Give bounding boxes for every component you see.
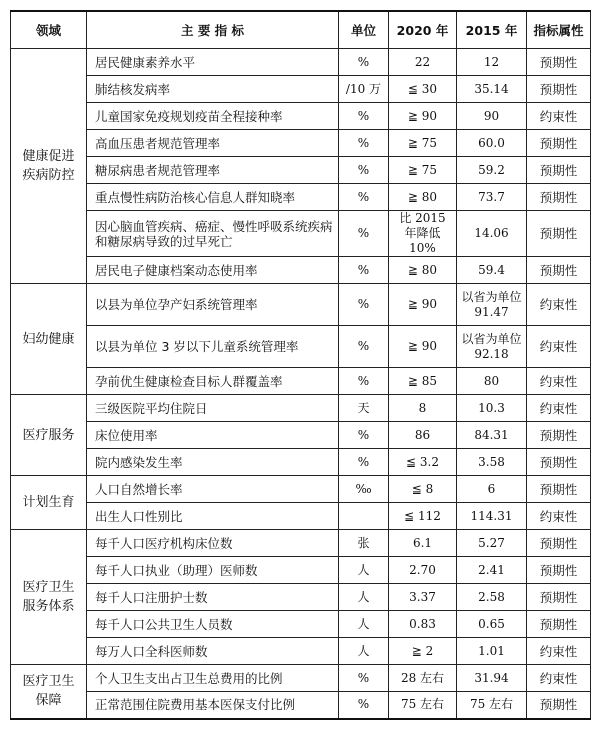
- value-2015-cell: 3.58: [457, 449, 527, 476]
- indicator-cell: 儿童国家免疫规划疫苗全程接种率: [87, 103, 339, 130]
- domain-cell: 医疗服务: [11, 395, 87, 476]
- value-2020-cell: ≧ 80: [389, 257, 457, 284]
- header-row: [11, 11, 591, 49]
- unit-cell: 人: [339, 584, 389, 611]
- value-2020-cell: 比 2015 年降低 10%: [389, 211, 457, 257]
- unit-cell: [339, 503, 389, 530]
- unit-cell: 张: [339, 530, 389, 557]
- attribute-cell: 预期性: [527, 157, 591, 184]
- value-2015-cell: 5.27: [457, 530, 527, 557]
- table-row: [11, 76, 591, 103]
- table-row: [11, 584, 591, 611]
- table-row: [11, 157, 591, 184]
- domain-cell: 妇幼健康: [11, 284, 87, 395]
- table-body: [11, 49, 591, 719]
- table-row: [11, 184, 591, 211]
- attribute-cell: 约束性: [527, 284, 591, 326]
- attribute-cell: 预期性: [527, 557, 591, 584]
- indicator-cell: 重点慢性病防治核心信息人群知晓率: [87, 184, 339, 211]
- indicator-cell: 因心脑血管疾病、癌症、慢性呼吸系统疾病和糖尿病导致的过早死亡: [87, 211, 339, 257]
- attribute-cell: 预期性: [527, 476, 591, 503]
- indicator-cell: 居民健康素养水平: [87, 49, 339, 76]
- attribute-cell: 约束性: [527, 395, 591, 422]
- value-2020-cell: 8: [389, 395, 457, 422]
- value-2020-cell: 6.1: [389, 530, 457, 557]
- value-2015-cell: 59.2: [457, 157, 527, 184]
- indicator-cell: 居民电子健康档案动态使用率: [87, 257, 339, 284]
- unit-cell: 人: [339, 557, 389, 584]
- value-2015-cell: 90: [457, 103, 527, 130]
- attribute-cell: 约束性: [527, 638, 591, 665]
- table-row: [11, 103, 591, 130]
- indicator-cell: 以县为单位 3 岁以下儿童系统管理率: [87, 326, 339, 368]
- unit-cell: %: [339, 103, 389, 130]
- attribute-cell: 约束性: [527, 503, 591, 530]
- unit-cell: ‰: [339, 476, 389, 503]
- unit-cell: %: [339, 449, 389, 476]
- attribute-cell: 预期性: [527, 184, 591, 211]
- value-2015-cell: 1.01: [457, 638, 527, 665]
- value-2020-cell: ≧ 75: [389, 130, 457, 157]
- indicator-cell: 以县为单位孕产妇系统管理率: [87, 284, 339, 326]
- indicator-cell: 每万人口全科医师数: [87, 638, 339, 665]
- value-2020-cell: ≧ 90: [389, 103, 457, 130]
- unit-cell: 人: [339, 638, 389, 665]
- value-2020-cell: ≧ 80: [389, 184, 457, 211]
- value-2015-cell: 59.4: [457, 257, 527, 284]
- indicator-cell: 每千人口执业（助理）医师数: [87, 557, 339, 584]
- value-2020-cell: 75 左右: [389, 692, 457, 719]
- value-2020-cell: ≧ 90: [389, 284, 457, 326]
- value-2015-cell: 35.14: [457, 76, 527, 103]
- value-2020-cell: ≦ 3.2: [389, 449, 457, 476]
- table-row: [11, 257, 591, 284]
- value-2015-cell: 以省为单位 92.18: [457, 326, 527, 368]
- unit-cell: %: [339, 184, 389, 211]
- indicator-cell: 每千人口公共卫生人员数: [87, 611, 339, 638]
- table-row: [11, 284, 591, 326]
- health-indicator-table: [10, 10, 591, 720]
- attribute-cell: 预期性: [527, 530, 591, 557]
- value-2015-cell: 31.94: [457, 665, 527, 692]
- attribute-cell: 预期性: [527, 76, 591, 103]
- value-2015-cell: 73.7: [457, 184, 527, 211]
- value-2020-cell: 0.83: [389, 611, 457, 638]
- table-row: [11, 692, 591, 719]
- table-row: [11, 476, 591, 503]
- table-row: [11, 611, 591, 638]
- indicator-table-wrapper: [10, 10, 591, 720]
- value-2015-cell: 75 左右: [457, 692, 527, 719]
- unit-cell: %: [339, 211, 389, 257]
- value-2015-cell: 0.65: [457, 611, 527, 638]
- unit-cell: 天: [339, 395, 389, 422]
- indicator-cell: 糖尿病患者规范管理率: [87, 157, 339, 184]
- indicator-cell: 高血压患者规范管理率: [87, 130, 339, 157]
- unit-cell: /10 万: [339, 76, 389, 103]
- table-row: [11, 211, 591, 257]
- table-row: [11, 530, 591, 557]
- value-2020-cell: 2.70: [389, 557, 457, 584]
- table-row: [11, 130, 591, 157]
- unit-cell: %: [339, 665, 389, 692]
- value-2020-cell: 28 左右: [389, 665, 457, 692]
- unit-cell: %: [339, 692, 389, 719]
- header-2020: 2020 年: [389, 11, 457, 49]
- unit-cell: %: [339, 49, 389, 76]
- domain-cell: 医疗卫生 服务体系: [11, 530, 87, 665]
- attribute-cell: 约束性: [527, 326, 591, 368]
- attribute-cell: 预期性: [527, 49, 591, 76]
- unit-cell: %: [339, 326, 389, 368]
- attribute-cell: 约束性: [527, 368, 591, 395]
- value-2020-cell: 86: [389, 422, 457, 449]
- indicator-cell: 院内感染发生率: [87, 449, 339, 476]
- indicator-cell: 出生人口性别比: [87, 503, 339, 530]
- indicator-cell: 个人卫生支出占卫生总费用的比例: [87, 665, 339, 692]
- attribute-cell: 预期性: [527, 449, 591, 476]
- attribute-cell: 预期性: [527, 692, 591, 719]
- table-row: [11, 638, 591, 665]
- value-2015-cell: 2.41: [457, 557, 527, 584]
- domain-cell: 医疗卫生 保障: [11, 665, 87, 719]
- value-2015-cell: 12: [457, 49, 527, 76]
- header-indicator: 主 要 指 标: [87, 11, 339, 49]
- unit-cell: %: [339, 284, 389, 326]
- value-2015-cell: 2.58: [457, 584, 527, 611]
- value-2015-cell: 80: [457, 368, 527, 395]
- value-2015-cell: 114.31: [457, 503, 527, 530]
- indicator-cell: 肺结核发病率: [87, 76, 339, 103]
- header-unit: 单位: [339, 11, 389, 49]
- unit-cell: %: [339, 368, 389, 395]
- table-row: [11, 422, 591, 449]
- attribute-cell: 预期性: [527, 257, 591, 284]
- attribute-cell: 预期性: [527, 611, 591, 638]
- attribute-cell: 预期性: [527, 211, 591, 257]
- indicator-cell: 每千人口医疗机构床位数: [87, 530, 339, 557]
- attribute-cell: 约束性: [527, 103, 591, 130]
- domain-cell: 健康促进 疾病防控: [11, 49, 87, 284]
- value-2020-cell: ≦ 112: [389, 503, 457, 530]
- value-2015-cell: 10.3: [457, 395, 527, 422]
- value-2015-cell: 以省为单位 91.47: [457, 284, 527, 326]
- header-attribute: 指标属性: [527, 11, 591, 49]
- attribute-cell: 约束性: [527, 665, 591, 692]
- value-2020-cell: 3.37: [389, 584, 457, 611]
- indicator-cell: 床位使用率: [87, 422, 339, 449]
- indicator-cell: 每千人口注册护士数: [87, 584, 339, 611]
- table-row: [11, 368, 591, 395]
- header-domain: 领域: [11, 11, 87, 49]
- unit-cell: %: [339, 130, 389, 157]
- indicator-cell: 人口自然增长率: [87, 476, 339, 503]
- table-row: [11, 449, 591, 476]
- table-row: [11, 49, 591, 76]
- value-2015-cell: 84.31: [457, 422, 527, 449]
- attribute-cell: 预期性: [527, 584, 591, 611]
- unit-cell: %: [339, 257, 389, 284]
- value-2020-cell: ≦ 30: [389, 76, 457, 103]
- unit-cell: 人: [339, 611, 389, 638]
- value-2020-cell: ≧ 75: [389, 157, 457, 184]
- indicator-cell: 孕前优生健康检查目标人群覆盖率: [87, 368, 339, 395]
- unit-cell: %: [339, 157, 389, 184]
- value-2015-cell: 60.0: [457, 130, 527, 157]
- value-2020-cell: ≧ 90: [389, 326, 457, 368]
- attribute-cell: 预期性: [527, 130, 591, 157]
- value-2015-cell: 14.06: [457, 211, 527, 257]
- header-2015: 2015 年: [457, 11, 527, 49]
- value-2020-cell: ≧ 2: [389, 638, 457, 665]
- value-2020-cell: ≧ 85: [389, 368, 457, 395]
- indicator-cell: 三级医院平均住院日: [87, 395, 339, 422]
- value-2015-cell: 6: [457, 476, 527, 503]
- table-row: [11, 326, 591, 368]
- value-2020-cell: ≦ 8: [389, 476, 457, 503]
- unit-cell: %: [339, 422, 389, 449]
- domain-cell: 计划生育: [11, 476, 87, 530]
- table-row: [11, 557, 591, 584]
- value-2020-cell: 22: [389, 49, 457, 76]
- table-row: [11, 395, 591, 422]
- table-row: [11, 503, 591, 530]
- indicator-cell: 正常范围住院费用基本医保支付比例: [87, 692, 339, 719]
- table-row: [11, 665, 591, 692]
- attribute-cell: 预期性: [527, 422, 591, 449]
